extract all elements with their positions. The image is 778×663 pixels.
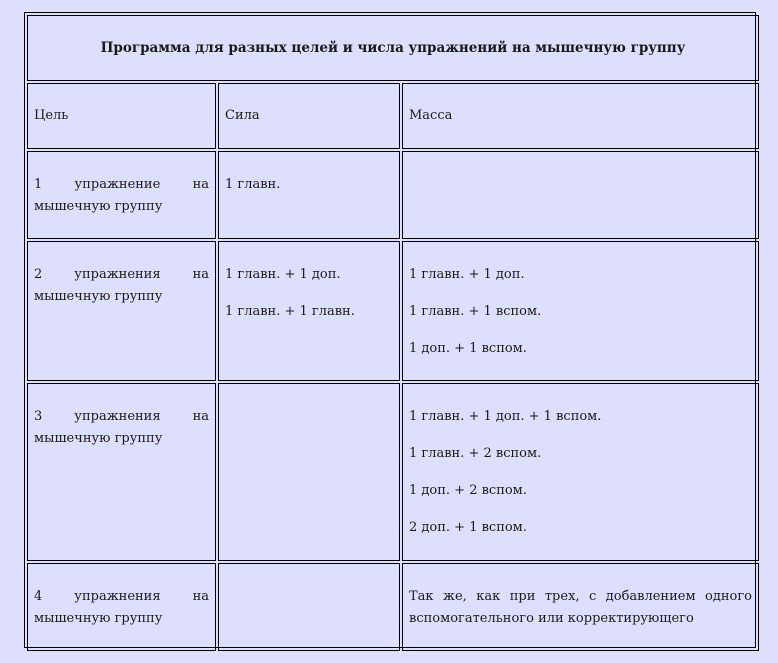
- goal-line-1: 1 упражнение на: [34, 177, 209, 192]
- header-mass: Масса: [402, 83, 759, 149]
- mass-cell: [402, 151, 759, 239]
- strength-cell: [218, 563, 400, 651]
- mass-entry: 1 доп. + 1 вспом.: [409, 341, 527, 356]
- mass-cell: [402, 383, 759, 561]
- mass-entry: 2 доп. + 1 вспом.: [409, 520, 527, 535]
- mass-entry: 1 главн. + 1 доп.: [409, 267, 525, 282]
- program-table: [25, 13, 761, 653]
- goal-line-2: мышечную группу: [34, 611, 163, 626]
- goal-cell: [27, 241, 216, 381]
- goal-line-1: 2 упражнения на: [34, 267, 209, 282]
- mass-cell: [402, 563, 759, 651]
- table-row: [27, 241, 759, 381]
- mass-note-line-1: Так же, как при трех, с добавлением одного: [409, 589, 752, 604]
- table-row: [27, 383, 759, 561]
- strength-cell: [218, 241, 400, 381]
- mass-entry: 1 главн. + 1 доп. + 1 вспом.: [409, 409, 602, 424]
- goal-line-1: 4 упражнения на: [34, 589, 209, 604]
- mass-entry: 1 главн. + 1 вспом.: [409, 304, 542, 319]
- goal-line-2: мышечную группу: [34, 199, 163, 214]
- strength-entry: 1 главн.: [225, 177, 281, 192]
- mass-note-line-2: вспомогательного или корректирующего: [409, 611, 694, 626]
- mass-entry: 1 доп. + 2 вспом.: [409, 483, 527, 498]
- strength-entry: 1 главн. + 1 главн.: [225, 304, 355, 319]
- table-title: Программа для разных целей и числа упражнений на мышечную группу: [27, 15, 759, 81]
- goal-cell: [27, 151, 216, 239]
- header-row: [27, 83, 759, 149]
- goal-line-2: мышечную группу: [34, 289, 163, 304]
- mass-entry: 1 главн. + 2 вспом.: [409, 446, 542, 461]
- strength-entry: 1 главн. + 1 доп.: [225, 267, 341, 282]
- table-row: [27, 563, 759, 651]
- strength-cell: [218, 151, 400, 239]
- title-row: [27, 15, 759, 81]
- goal-cell: [27, 383, 216, 561]
- training-program-table: [24, 12, 756, 648]
- header-strength: Сила: [218, 83, 400, 149]
- goal-line-2: мышечную группу: [34, 431, 163, 446]
- mass-cell: [402, 241, 759, 381]
- header-goal: Цель: [27, 83, 216, 149]
- goal-line-1: 3 упражнения на: [34, 409, 209, 424]
- table-row: [27, 151, 759, 239]
- goal-cell: [27, 563, 216, 651]
- strength-cell: [218, 383, 400, 561]
